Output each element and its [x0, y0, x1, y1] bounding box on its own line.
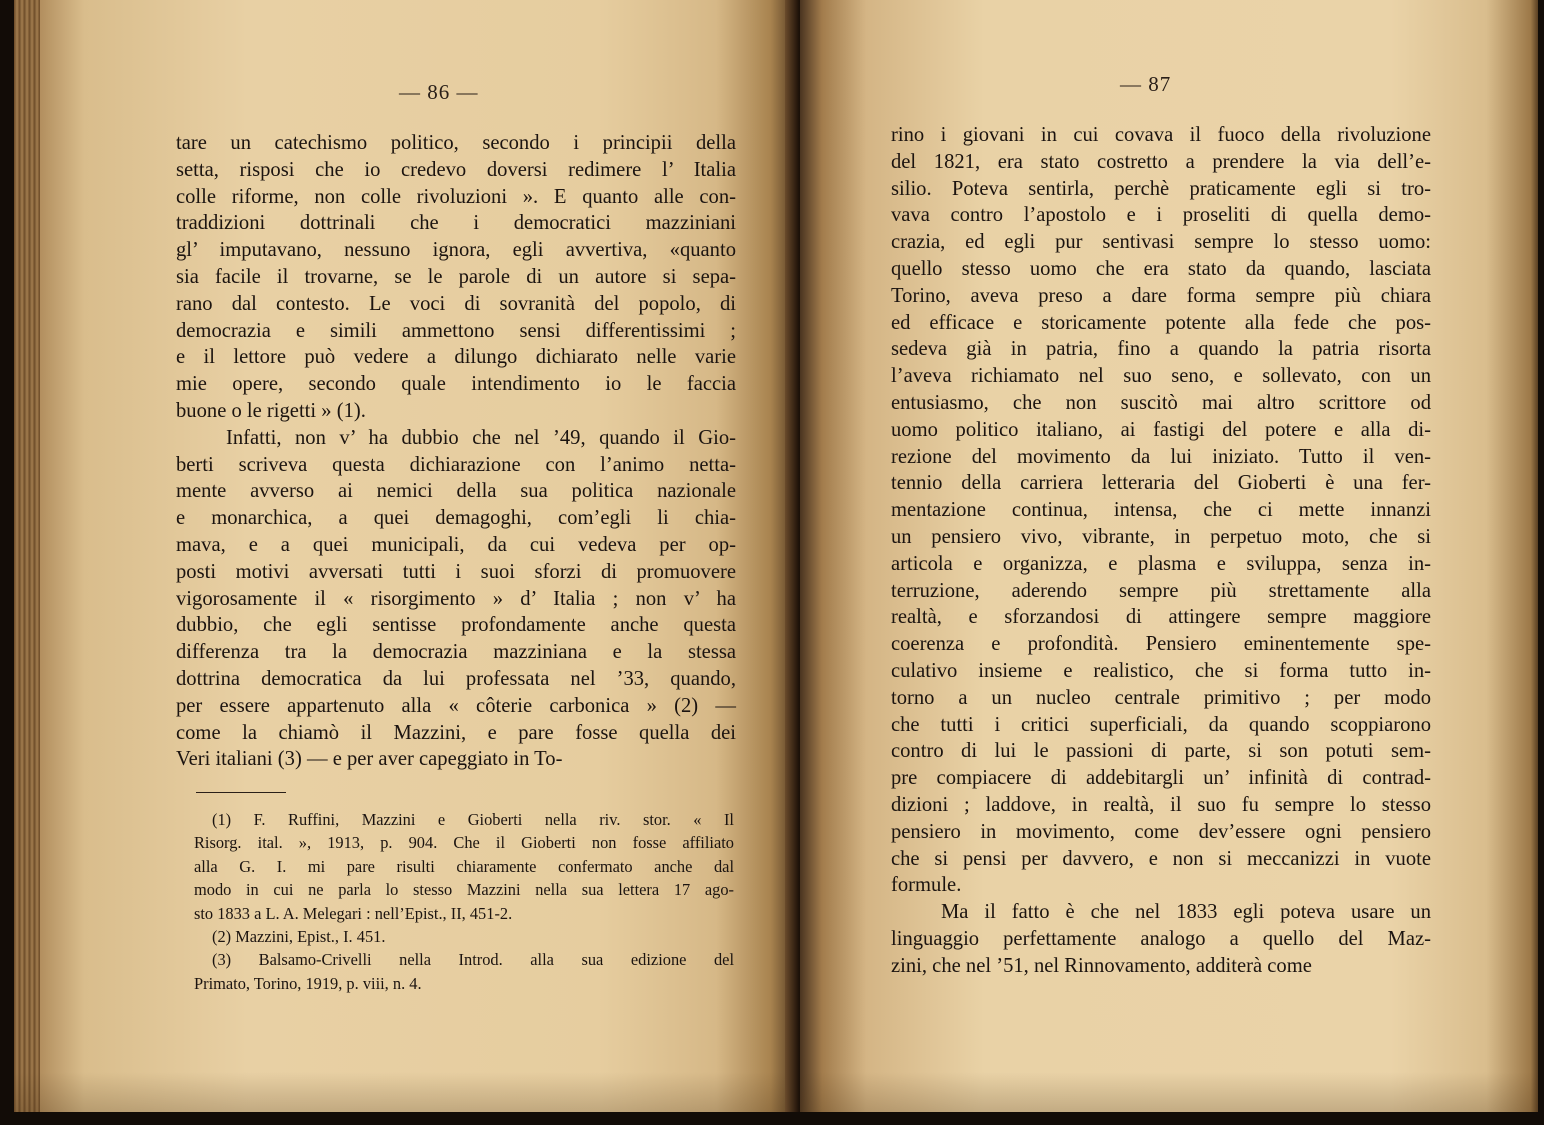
text-line: Ma il fatto è che nel 1833 egli poteva usare un	[941, 901, 1431, 924]
page-shadow	[14, 1072, 794, 1112]
text-line: mie opere, secondo quale intendimento io le faccia	[176, 373, 736, 396]
text-line: crazia, ed egli pur sentivasi sempre lo stesso uomo:	[891, 231, 1431, 254]
text-line: e monarchica, a quei demagoghi, com’egli li chia-	[176, 507, 736, 530]
text-line: posti motivi avversati tutti i suoi sforzi di promuovere	[176, 560, 736, 583]
body-text	[176, 130, 736, 773]
text-line: dizioni ; laddove, in realtà, il suo fu sempre lo stesso	[891, 793, 1431, 816]
text-line: gl’ imputavano, nessuno ignora, egli avvertiva, «quanto	[176, 239, 736, 262]
text-line: berti scriveva questa dichiarazione con l’animo netta-	[176, 453, 736, 476]
text-line: coerenza e profondità. Pensiero eminentemente spe-	[891, 633, 1431, 656]
text-line: rezione del movimento da lui iniziato. Tutto il ven-	[891, 445, 1431, 468]
text-line: vigorosamente il « risorgimento » d’ Italia ; non v’ ha	[176, 587, 736, 610]
text-line: dottrina democratica da lui professata nel ’33, quando,	[176, 667, 736, 690]
text-line: del 1821, era stato costretto a prendere la via dell’e-	[891, 150, 1431, 173]
text-line: democrazia e simili ammettono sensi differentissimi ;	[176, 319, 736, 342]
text-line: uomo politico italiano, ai fastigi del potere e alla di-	[891, 418, 1431, 441]
text-line: un pensiero vivo, vibrante, in perpetuo moto, che si	[891, 525, 1431, 548]
text-line: differenza tra la democrazia mazziniana e la stessa	[176, 641, 736, 664]
text-line: mente avverso ai nemici della sua politica nazionale	[176, 480, 736, 503]
text-line: zini, che nel ’51, nel Rinnovamento, additerà come	[891, 954, 1312, 977]
text-line: che tutti i critici superficiali, da quando scoppiarono	[891, 713, 1431, 736]
text-line: che si pensi per davvero, e non si meccanizzi in vuote	[891, 847, 1431, 870]
text-line: mava, e a quei municipali, da cui vedeva per op-	[176, 533, 736, 556]
footnote-line: (1) F. Ruffini, Mazzini e Gioberti nella riv. stor. « Il	[212, 810, 734, 829]
footnote-rule	[196, 792, 286, 793]
text-line: articola e organizza, e plasma e sviluppa, senza in-	[891, 552, 1431, 575]
page-number: — 87	[1120, 72, 1172, 96]
text-line: sia facile il trovarne, se le parole di un autore si sepa-	[176, 265, 736, 288]
text-line: sedeva già in patria, fino a quando la patria risorta	[891, 338, 1431, 361]
text-line: tennio della carriera letteraria del Gioberti è una fer-	[891, 472, 1431, 495]
text-line: mentazione continua, intensa, che ci mette innanzi	[891, 499, 1431, 522]
text-line: linguaggio perfettamente analogo a quello del Maz-	[891, 927, 1431, 950]
text-line: per essere appartenuto alla « côterie carbonica » (2) —	[176, 694, 736, 717]
text-line: torno a un nucleo centrale primitivo ; per modo	[891, 686, 1431, 709]
text-line: silio. Poteva sentirla, perchè praticamente egli si tro-	[891, 177, 1431, 200]
page-number: — 86 —	[399, 80, 479, 104]
body-text	[891, 122, 1431, 980]
footnote-line: sto 1833 a L. A. Melegari : nell’Epist., II, 451-2.	[194, 903, 513, 923]
text-line: culativo insieme e realistico, che si forma tutto in-	[891, 659, 1431, 682]
text-line: Veri italiani (3) — e per aver capeggiato in To-	[176, 748, 563, 771]
footnotes	[194, 808, 734, 995]
text-line: formule.	[891, 874, 962, 897]
text-line: ed efficace e storicamente potente alla fede che pos-	[891, 311, 1431, 334]
text-line: rino i giovani in cui covava il fuoco della rivoluzione	[891, 124, 1431, 146]
text-line: vava contro l’apostolo e i proseliti di quella demo-	[891, 204, 1431, 227]
text-line: contro di lui le passioni di parte, si son potuti sem-	[891, 740, 1431, 763]
text-line: pre compiacere di addebitargli un’ infinità di contrad-	[891, 767, 1431, 790]
text-line: buone o le rigetti » (1).	[176, 399, 366, 422]
left-page	[14, 0, 794, 1112]
footnote-line: modo in cui ne parla lo stesso Mazzini nella sua lettera 17 ago-	[194, 880, 734, 900]
text-line: entusiasmo, che non suscitò mai altro scrittore od	[891, 391, 1431, 414]
footnote-line: (3) Balsamo-Crivelli nella Introd. alla sua edizione del	[212, 950, 734, 970]
text-line: setta, risposi che io credevo doversi redimere l’ Italia	[176, 158, 736, 181]
text-line: pensiero in movimento, come dev’essere ogni pensiero	[891, 820, 1431, 843]
text-line: terruzione, aderendo sempre più strettamente alla	[891, 579, 1431, 602]
footnote-line: (2) Mazzini, Epist., I. 451.	[212, 926, 386, 946]
text-line: come la chiamò il Mazzini, e pare fosse quella dei	[176, 721, 736, 744]
footnote-line: Risorg. ital. », 1913, p. 904. Che il Gioberti non fosse affiliato	[194, 833, 734, 853]
text-line: Torino, aveva preso a dare forma sempre più chiara	[891, 284, 1431, 307]
text-line: l’aveva richiamato nel suo seno, e sollevato, con un	[891, 365, 1431, 388]
text-line: tare un catechismo politico, secondo i principii della	[176, 132, 736, 154]
page-shadow	[800, 1072, 1538, 1112]
text-line: e il lettore può vedere a dilungo dichiarato nelle varie	[176, 346, 736, 369]
text-line: realtà, e sforzandosi di attingere sempre maggiore	[891, 606, 1431, 629]
text-line: Infatti, non v’ ha dubbio che nel ’49, quando il Gio-	[226, 426, 736, 449]
footnote-line: Primato, Torino, 1919, p. viii, n. 4.	[194, 973, 422, 993]
text-line: dubbio, che egli sentisse profondamente anche questa	[176, 614, 736, 637]
text-line: quello stesso uomo che era stato da quando, lasciata	[891, 257, 1431, 280]
text-line: traddizioni dottrinali che i democratici mazziniani	[176, 212, 736, 235]
footnote-line: alla G. I. mi pare risulti chiaramente confermato anche dal	[194, 856, 734, 876]
page-edge	[14, 0, 40, 1112]
text-line: rano dal contesto. Le voci di sovranità del popolo, di	[176, 292, 736, 315]
right-page	[800, 0, 1538, 1112]
text-line: colle riforme, non colle rivoluzioni ». E quanto alle con-	[176, 185, 736, 208]
